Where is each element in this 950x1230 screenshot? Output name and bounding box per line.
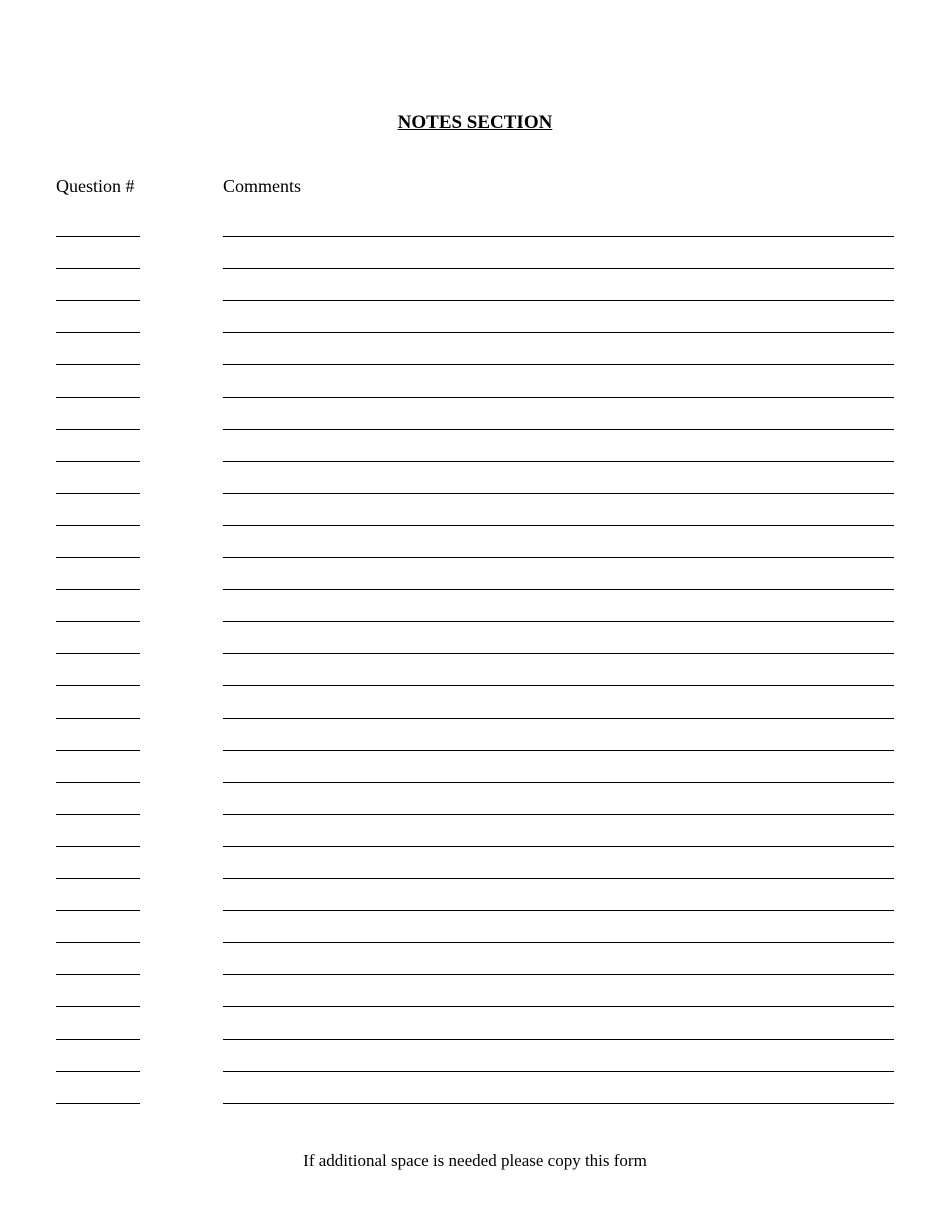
question-number-blank-line	[56, 685, 140, 686]
comment-blank-line	[223, 429, 894, 430]
comment-blank-line	[223, 557, 894, 558]
comment-blank-line	[223, 621, 894, 622]
note-row	[0, 942, 950, 943]
comment-blank-line	[223, 814, 894, 815]
note-row	[0, 621, 950, 622]
comment-blank-line	[223, 1006, 894, 1007]
comment-blank-line	[223, 653, 894, 654]
comment-blank-line	[223, 878, 894, 879]
question-number-blank-line	[56, 1071, 140, 1072]
note-row	[0, 1039, 950, 1040]
comment-blank-line	[223, 782, 894, 783]
question-number-blank-line	[56, 910, 140, 911]
comment-blank-line	[223, 268, 894, 269]
note-row	[0, 1103, 950, 1104]
note-row	[0, 429, 950, 430]
question-number-blank-line	[56, 461, 140, 462]
note-row	[0, 397, 950, 398]
comment-blank-line	[223, 942, 894, 943]
note-row	[0, 557, 950, 558]
question-number-blank-line	[56, 557, 140, 558]
note-row	[0, 332, 950, 333]
comment-blank-line	[223, 461, 894, 462]
question-number-blank-line	[56, 236, 140, 237]
question-number-header: Question #	[56, 176, 135, 196]
comment-blank-line	[223, 589, 894, 590]
page-title: NOTES SECTION	[397, 112, 553, 133]
comment-blank-line	[223, 364, 894, 365]
note-row	[0, 846, 950, 847]
question-number-blank-line	[56, 974, 140, 975]
note-row	[0, 685, 950, 686]
note-row	[0, 974, 950, 975]
note-row	[0, 525, 950, 526]
comment-blank-line	[223, 910, 894, 911]
question-number-blank-line	[56, 942, 140, 943]
comment-blank-line	[223, 685, 894, 686]
note-row	[0, 814, 950, 815]
comment-blank-line	[223, 1071, 894, 1072]
comment-blank-line	[223, 718, 894, 719]
note-row	[0, 364, 950, 365]
comment-blank-line	[223, 525, 894, 526]
question-number-blank-line	[56, 525, 140, 526]
question-number-blank-line	[56, 397, 140, 398]
question-number-blank-line	[56, 589, 140, 590]
note-row	[0, 718, 950, 719]
note-row	[0, 782, 950, 783]
note-row	[0, 589, 950, 590]
question-number-blank-line	[56, 332, 140, 333]
note-row	[0, 300, 950, 301]
question-number-blank-line	[56, 782, 140, 783]
comment-blank-line	[223, 300, 894, 301]
question-number-blank-line	[56, 1103, 140, 1104]
question-number-blank-line	[56, 846, 140, 847]
comment-blank-line	[223, 397, 894, 398]
note-row	[0, 910, 950, 911]
question-number-blank-line	[56, 1039, 140, 1040]
comment-blank-line	[223, 236, 894, 237]
note-row	[0, 750, 950, 751]
comment-blank-line	[223, 493, 894, 494]
question-number-blank-line	[56, 300, 140, 301]
question-number-blank-line	[56, 621, 140, 622]
comments-header: Comments	[223, 176, 302, 196]
question-number-blank-line	[56, 750, 140, 751]
note-row	[0, 461, 950, 462]
note-row	[0, 1071, 950, 1072]
comment-blank-line	[223, 750, 894, 751]
question-number-blank-line	[56, 493, 140, 494]
question-number-blank-line	[56, 878, 140, 879]
note-row	[0, 268, 950, 269]
question-number-blank-line	[56, 1006, 140, 1007]
note-row	[0, 878, 950, 879]
question-number-blank-line	[56, 814, 140, 815]
question-number-blank-line	[56, 268, 140, 269]
comment-blank-line	[223, 974, 894, 975]
note-row	[0, 653, 950, 654]
question-number-blank-line	[56, 653, 140, 654]
comment-blank-line	[223, 1103, 894, 1104]
footer-note: If additional space is needed please copy this form	[303, 1151, 647, 1170]
note-row	[0, 493, 950, 494]
question-number-blank-line	[56, 364, 140, 365]
comment-blank-line	[223, 1039, 894, 1040]
question-number-blank-line	[56, 718, 140, 719]
question-number-blank-line	[56, 429, 140, 430]
comment-blank-line	[223, 846, 894, 847]
note-row	[0, 236, 950, 237]
note-row	[0, 1006, 950, 1007]
comment-blank-line	[223, 332, 894, 333]
